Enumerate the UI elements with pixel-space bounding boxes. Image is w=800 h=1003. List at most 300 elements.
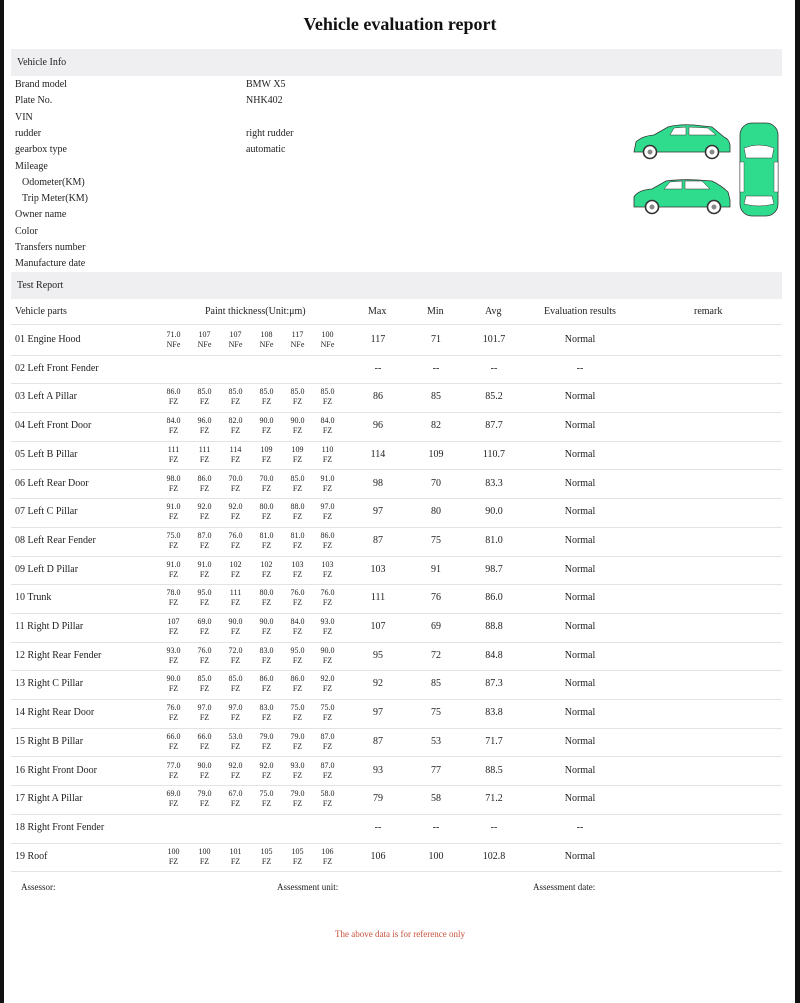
min-value: 91 [431, 563, 441, 575]
info-label: Transfers number [15, 242, 86, 253]
thickness-reading [220, 330, 251, 350]
max-value: 103 [370, 563, 386, 575]
thickness-reading [282, 560, 313, 580]
thickness-reading [189, 732, 220, 752]
reading-value: 100 [321, 330, 334, 339]
reading-type: FZ [292, 598, 303, 608]
car-diagram [630, 118, 782, 218]
reading-value: 80.0 [259, 588, 274, 598]
min-value: 69 [431, 621, 441, 632]
col-remark: remark [694, 306, 723, 317]
thickness-reading [220, 588, 251, 608]
reading-type: FZ [292, 627, 303, 636]
thickness-reading [312, 531, 343, 551]
avg-value: 88.5 [485, 764, 503, 776]
info-row [15, 142, 615, 158]
reading-type: NFe [197, 340, 212, 349]
reading-type: FZ [199, 540, 210, 550]
reading-type: FZ [292, 799, 303, 809]
info-label: Manufacture date [15, 258, 86, 270]
reading-value: 93.0 [166, 645, 181, 655]
table-row [11, 728, 782, 758]
min-value: 77 [431, 764, 441, 776]
avg-value: 87.3 [485, 678, 503, 690]
reading-value: 79.0 [290, 789, 305, 799]
thickness-reading [282, 330, 313, 350]
evaluation-result: Normal [564, 448, 596, 460]
part-name: 05 Left B Pillar [15, 448, 78, 460]
evaluation-result: Normal [564, 850, 596, 862]
assessment-date-label: Assessment date: [533, 882, 596, 892]
reading-type: FZ [199, 569, 210, 579]
thickness-reading [220, 502, 251, 522]
table-row [11, 814, 782, 844]
max-value: 106 [370, 850, 386, 862]
table-row [11, 785, 782, 815]
reading-type: FZ [292, 655, 303, 665]
reading-type: FZ [199, 713, 210, 723]
thickness-reading [312, 732, 343, 752]
avg-value: 83.8 [485, 707, 503, 719]
min-value: 71 [431, 334, 441, 345]
reading-value: 92.0 [259, 760, 274, 770]
evaluation-result: Normal [564, 649, 596, 661]
reading-value: 107 [198, 330, 211, 339]
evaluation-result: Normal [564, 391, 596, 403]
thickness-reading [158, 474, 189, 494]
reading-value: 117 [291, 330, 304, 339]
thickness-reading [251, 646, 282, 666]
reading-value: 88.0 [290, 502, 305, 512]
reading-type: FZ [261, 713, 272, 723]
reading-type: FZ [261, 426, 272, 436]
thickness-reading [189, 761, 220, 781]
reading-type: FZ [168, 713, 179, 723]
max-value: 92 [373, 678, 383, 690]
part-name: 17 Right A Pillar [15, 793, 83, 805]
thickness-reading [312, 789, 343, 809]
reading-value: 84.0 [166, 416, 181, 426]
reading-value: 76.0 [290, 588, 305, 598]
thickness-reading [158, 560, 189, 580]
col-avg: Avg [485, 306, 502, 317]
reading-value: 66.0 [197, 731, 212, 741]
thickness-reading [158, 703, 189, 723]
part-name: 08 Left Rear Fender [15, 534, 96, 546]
reading-value: 102 [229, 559, 242, 569]
thickness-reading [158, 674, 189, 694]
reading-type: FZ [261, 770, 272, 780]
evaluation-result: Normal [564, 506, 596, 518]
reading-value: 75.0 [320, 703, 335, 713]
reading-value: 84.0 [320, 416, 335, 426]
reading-type: FZ [292, 426, 303, 436]
reading-type: FZ [292, 483, 303, 493]
thickness-reading [312, 330, 343, 350]
thickness-reading [251, 474, 282, 494]
thickness-reading [282, 674, 313, 694]
reading-value: 83.0 [259, 703, 274, 713]
reading-value: 75.0 [259, 789, 274, 799]
table-row [11, 556, 782, 586]
thickness-reading [312, 617, 343, 637]
reading-type: FZ [230, 569, 241, 579]
thickness-reading [251, 330, 282, 350]
reading-type: FZ [292, 770, 303, 780]
reading-value: 109 [291, 444, 304, 454]
reading-value: 76.0 [197, 645, 212, 655]
reading-value: 69.0 [197, 617, 212, 626]
reading-type: FZ [199, 684, 210, 694]
reading-value: 109 [260, 444, 273, 454]
reading-value: 107 [167, 617, 180, 626]
reading-value: 85.0 [197, 387, 212, 397]
reading-type: FZ [322, 540, 333, 550]
reading-value: 97.0 [197, 703, 212, 713]
part-name: 06 Left Rear Door [15, 477, 89, 489]
thickness-reading [220, 732, 251, 752]
thickness-reading [220, 445, 251, 465]
reading-value: 77.0 [166, 760, 181, 770]
reading-value: 84.0 [290, 617, 305, 626]
evaluation-result: Normal [564, 764, 596, 776]
thickness-reading [189, 445, 220, 465]
evaluation-result: Normal [564, 678, 596, 690]
reading-value: 111 [198, 444, 211, 454]
reading-type: FZ [292, 397, 303, 407]
reading-type: NFe [259, 340, 274, 349]
reading-value: 85.0 [228, 674, 243, 684]
max-value: -- [374, 821, 382, 833]
reading-type: FZ [168, 483, 179, 493]
info-label: rudder [15, 127, 42, 139]
table-row [11, 699, 782, 729]
avg-value: 84.8 [485, 649, 503, 661]
reading-type: FZ [322, 799, 333, 809]
thickness-reading [220, 847, 251, 867]
reading-value: 85.0 [320, 387, 335, 397]
avg-value: 98.7 [485, 563, 503, 575]
avg-value: 81.0 [485, 534, 503, 546]
part-name: 12 Right Rear Fender [15, 649, 102, 661]
part-name: 02 Left Front Fender [15, 362, 99, 374]
reading-value: 95.0 [197, 588, 212, 598]
reading-value: 106 [321, 846, 334, 856]
reading-value: 81.0 [259, 530, 274, 540]
thickness-reading [158, 588, 189, 608]
thickness-reading [158, 502, 189, 522]
part-name: 03 Left A Pillar [15, 391, 77, 403]
part-name: 04 Left Front Door [15, 420, 92, 432]
reading-value: 82.0 [228, 416, 243, 426]
reading-type: FZ [230, 741, 241, 751]
avg-value: 71.2 [485, 793, 503, 805]
reading-value: 91.0 [166, 502, 181, 512]
car-side-view-icon [634, 125, 730, 159]
reading-type: FZ [292, 540, 303, 550]
thickness-reading [189, 847, 220, 867]
col-evaluation-results: Evaluation results [544, 306, 616, 317]
thickness-reading [282, 531, 313, 551]
col-max: Max [368, 306, 387, 317]
reading-type: FZ [322, 598, 333, 608]
reading-type: FZ [292, 684, 303, 694]
thickness-reading [220, 387, 251, 407]
avg-value: 85.2 [485, 391, 503, 403]
reading-value: 102 [260, 559, 273, 569]
reading-value: 53.0 [228, 731, 243, 741]
table-row [11, 757, 782, 787]
reading-type: FZ [261, 397, 272, 407]
avg-value: 110.7 [482, 448, 506, 460]
thickness-reading [189, 502, 220, 522]
max-value: 111 [370, 592, 386, 604]
reading-type: FZ [168, 684, 179, 694]
reading-type: FZ [199, 397, 210, 407]
min-value: 72 [431, 649, 441, 661]
thickness-reading [158, 732, 189, 752]
info-row [15, 256, 615, 272]
reading-type: FZ [168, 770, 179, 780]
reading-type: NFe [228, 340, 243, 349]
reading-value: 90.0 [228, 617, 243, 626]
reading-type: FZ [292, 713, 303, 723]
reading-value: 97.0 [228, 703, 243, 713]
thickness-reading [312, 502, 343, 522]
reading-value: 66.0 [166, 731, 181, 741]
info-value: automatic [246, 144, 286, 156]
avg-value: 90.0 [485, 506, 503, 518]
reading-value: 114 [229, 444, 242, 454]
max-value: 97 [373, 506, 383, 518]
max-value: 93 [373, 764, 383, 776]
thickness-reading [251, 560, 282, 580]
part-name: 13 Right C Pillar [15, 678, 84, 690]
reading-type: FZ [322, 569, 333, 579]
thickness-reading [189, 474, 220, 494]
thickness-reading [189, 531, 220, 551]
avg-value: 101.7 [482, 334, 506, 345]
min-value: 82 [431, 420, 441, 432]
reading-value: 92.0 [320, 674, 335, 684]
thickness-reading [189, 560, 220, 580]
table-row [11, 527, 782, 557]
avg-value: 102.8 [482, 850, 506, 862]
reading-value: 91.0 [320, 473, 335, 483]
reading-value: 92.0 [228, 760, 243, 770]
reading-type: FZ [322, 483, 333, 493]
thickness-reading [251, 445, 282, 465]
info-label: Brand model [15, 79, 67, 90]
reading-value: 76.0 [228, 530, 243, 540]
test-report-header: Test Report [11, 272, 782, 299]
reading-type: FZ [322, 856, 333, 866]
thickness-reading [220, 703, 251, 723]
reading-type: FZ [168, 799, 179, 809]
thickness-reading [220, 617, 251, 637]
max-value: 79 [373, 793, 383, 805]
evaluation-result: Normal [564, 477, 596, 489]
reading-type: FZ [230, 483, 241, 493]
part-name: 07 Left C Pillar [15, 506, 78, 518]
reading-type: FZ [199, 483, 210, 493]
min-value: 76 [431, 592, 441, 604]
reading-type: FZ [261, 627, 272, 636]
evaluation-result: -- [576, 362, 584, 374]
car-side-view-icon [634, 180, 730, 214]
thickness-reading [251, 588, 282, 608]
reading-type: FZ [261, 454, 272, 464]
max-value: -- [374, 362, 382, 374]
info-value: BMW X5 [246, 79, 286, 90]
min-value: 85 [431, 678, 441, 690]
thickness-reading [189, 789, 220, 809]
reading-value: 107 [229, 330, 242, 339]
min-value: 80 [431, 506, 441, 518]
reading-type: FZ [322, 397, 333, 407]
reading-type: FZ [322, 770, 333, 780]
thickness-reading [251, 847, 282, 867]
reading-value: 90.0 [197, 760, 212, 770]
thickness-reading [282, 789, 313, 809]
reading-type: FZ [168, 512, 179, 522]
thickness-reading [251, 703, 282, 723]
table-row [11, 326, 782, 356]
thickness-reading [251, 789, 282, 809]
reading-type: FZ [199, 741, 210, 751]
reading-type: FZ [168, 397, 179, 407]
evaluation-result: Normal [564, 334, 596, 345]
avg-value: 87.7 [485, 420, 503, 432]
car-top-view-icon [740, 123, 778, 216]
reading-type: FZ [199, 770, 210, 780]
reading-value: 92.0 [228, 502, 243, 512]
thickness-reading [312, 674, 343, 694]
thickness-reading [312, 646, 343, 666]
reading-type: FZ [292, 741, 303, 751]
part-name: 09 Left D Pillar [15, 563, 79, 575]
reading-type: FZ [322, 713, 333, 723]
reading-value: 103 [291, 559, 304, 569]
avg-value: 88.8 [485, 621, 503, 632]
reading-value: 78.0 [166, 588, 181, 598]
evaluation-result: Normal [564, 592, 596, 604]
thickness-reading [220, 761, 251, 781]
thickness-reading [282, 416, 313, 436]
reading-type: FZ [230, 454, 241, 464]
max-value: 96 [373, 420, 383, 432]
reading-value: 86.0 [197, 473, 212, 483]
reading-type: FZ [322, 684, 333, 694]
reading-type: FZ [261, 483, 272, 493]
thickness-reading [189, 588, 220, 608]
part-name: 19 Roof [15, 850, 48, 862]
reading-type: FZ [168, 627, 179, 636]
reading-value: 97.0 [320, 502, 335, 512]
info-row [15, 191, 615, 207]
info-label: Trip Meter(KM) [22, 193, 89, 205]
thickness-reading [220, 531, 251, 551]
reading-value: 71.0 [166, 330, 181, 339]
reading-value: 81.0 [290, 530, 305, 540]
reading-value: 96.0 [197, 416, 212, 426]
part-name: 18 Right Front Fender [15, 821, 105, 833]
min-value: 75 [431, 534, 441, 546]
thickness-reading [158, 445, 189, 465]
thickness-reading [220, 416, 251, 436]
reading-value: 100 [167, 846, 180, 856]
thickness-reading [282, 387, 313, 407]
info-label: Color [15, 225, 38, 237]
thickness-reading [282, 474, 313, 494]
reading-value: 70.0 [228, 473, 243, 483]
reading-type: FZ [168, 741, 179, 751]
table-row [11, 412, 782, 442]
car-diagram-svg [630, 118, 782, 218]
evaluation-result: Normal [564, 621, 596, 632]
thickness-reading [282, 847, 313, 867]
reading-type: FZ [261, 684, 272, 694]
reading-value: 75.0 [290, 703, 305, 713]
part-name: 16 Right Front Door [15, 764, 97, 776]
reading-type: FZ [199, 512, 210, 522]
info-value: right rudder [246, 127, 294, 139]
reading-value: 90.0 [259, 416, 274, 426]
min-value: 70 [431, 477, 441, 489]
table-row [11, 584, 782, 614]
max-value: 95 [373, 649, 383, 661]
reference-note: The above data is for reference only [335, 929, 465, 939]
info-row [15, 77, 615, 93]
thickness-reading [220, 789, 251, 809]
part-name: 01 Engine Hood [15, 334, 81, 345]
min-value: 75 [431, 707, 441, 719]
table-row [11, 441, 782, 471]
reading-type: FZ [168, 598, 179, 608]
thickness-reading [282, 617, 313, 637]
thickness-reading [158, 761, 189, 781]
part-name: 14 Right Rear Door [15, 707, 95, 719]
evaluation-result: Normal [564, 534, 596, 546]
reading-type: NFe [320, 340, 335, 349]
thickness-reading [282, 445, 313, 465]
table-row [11, 355, 782, 385]
right-edge [795, 0, 800, 1003]
reading-value: 103 [321, 559, 334, 569]
reading-type: FZ [199, 856, 210, 866]
reading-type: FZ [230, 397, 241, 407]
reading-type: FZ [168, 655, 179, 665]
min-value: -- [432, 821, 440, 833]
reading-value: 90.0 [320, 645, 335, 655]
thickness-reading [220, 474, 251, 494]
reading-type: FZ [322, 741, 333, 751]
thickness-reading [251, 502, 282, 522]
max-value: 107 [370, 621, 386, 632]
thickness-reading [158, 847, 189, 867]
evaluation-result: Normal [564, 707, 596, 719]
table-row [11, 470, 782, 500]
info-row [15, 175, 615, 191]
assessor-label: Assessor: [21, 882, 56, 892]
vehicle-info-header: Vehicle Info [11, 49, 782, 76]
reading-type: FZ [322, 512, 333, 522]
info-row [15, 224, 615, 240]
reading-value: 85.0 [197, 674, 212, 684]
table-header [11, 300, 782, 325]
reading-value: 110 [321, 444, 334, 454]
reading-value: 95.0 [290, 645, 305, 655]
